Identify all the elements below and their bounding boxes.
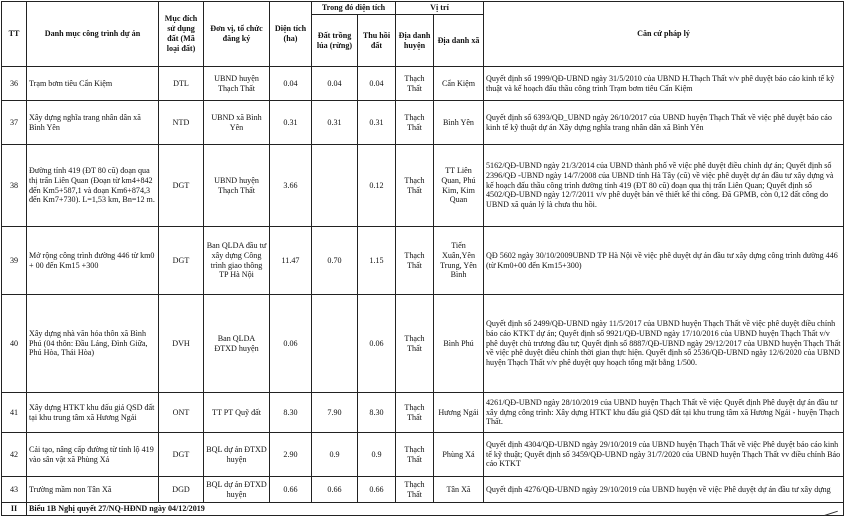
rice-land-value: 0.9 <box>312 433 358 477</box>
recovery-value: 0.31 <box>358 101 396 145</box>
legal-basis: Quyết định số 6393/QĐ_UBND ngày 26/10/2017 của UBND huyện Thạch Thất về việc phê duyệt báo cáo kinh tế kỹ thuật dự án Xây dựng nghĩa trang nhân dân xã Bình Yên <box>484 101 844 145</box>
project-name: Cải tạo, nâng cấp đường từ tỉnh lộ 419 vào sân vật xã Phùng Xá <box>27 433 159 477</box>
commune-name: Bình Yên <box>434 101 484 145</box>
registering-unit: Ban QLDA ĐTXD huyện <box>204 295 270 393</box>
header-legal-basis: Căn cứ pháp lý <box>484 2 844 67</box>
district-name: Thạch Thất <box>396 477 434 503</box>
rice-land-value: 0.70 <box>312 227 358 295</box>
district-name: Thạch Thất <box>396 393 434 433</box>
row-number: 41 <box>2 393 27 433</box>
area-value: 3.66 <box>270 145 312 227</box>
row-number: 37 <box>2 101 27 145</box>
area-value: 11.47 <box>270 227 312 295</box>
row-number: 38 <box>2 145 27 227</box>
land-code: DGT <box>159 227 204 295</box>
registering-unit: UBND huyện Thạch Thất <box>204 67 270 101</box>
commune-name: Cẩn Kiệm <box>434 67 484 101</box>
commune-name: Hương Ngải <box>434 393 484 433</box>
recovery-value: 0.04 <box>358 67 396 101</box>
header-land-use-purpose: Mục đích sử dụng đất (Mã loại đất) <box>159 2 204 67</box>
legal-basis: 5162/QĐ-UBND ngày 21/3/2014 của UBND thành phố về việc phê duyệt điều chỉnh dự án; Quyết định số 2396/QĐ -UBND ngày 14/7/2008 của UBND tỉnh Hà Tây (cũ) về việc phê duyệt dự án đầu tư xây dựng và kế hoạch đấu thầu công trình đường tỉnh 419 (ĐT 80 cũ) đoạn qua thị trấn Liên Quan; Quyết định số 4502/QĐ-UBND ngày 12/7/2011 v/v phê duyệt bản vẽ thiết kế thi công. Đã GPMB, còn 0,12 đất công do UBND xã quản lý là chưa thu hồi. <box>484 145 844 227</box>
section-row <box>2 503 844 516</box>
land-code: NTD <box>159 101 204 145</box>
header-registering-unit: Đơn vị, tổ chức đăng ký <box>204 2 270 67</box>
commune-name: Phùng Xá <box>434 433 484 477</box>
area-value: 0.04 <box>270 67 312 101</box>
project-name: Trường mầm non Tân Xã <box>27 477 159 503</box>
table-row <box>2 393 844 433</box>
district-name: Thạch Thất <box>396 433 434 477</box>
land-use-table-sheet <box>1 1 843 516</box>
registering-unit: BQL dự án ĐTXD huyện <box>204 433 270 477</box>
district-name: Thạch Thất <box>396 67 434 101</box>
commune-name: Bình Phú <box>434 295 484 393</box>
rice-land-value: 0.04 <box>312 67 358 101</box>
district-name: Thạch Thất <box>396 295 434 393</box>
table-row <box>2 101 844 145</box>
rice-land-value: 0.31 <box>312 101 358 145</box>
rice-land-value: 7.90 <box>312 393 358 433</box>
area-value: 0.06 <box>270 295 312 393</box>
land-code: DGD <box>159 477 204 503</box>
table-row <box>2 477 844 503</box>
rice-land-value <box>312 145 358 227</box>
land-code: DGT <box>159 433 204 477</box>
recovery-value: 0.06 <box>358 295 396 393</box>
registering-unit: TT PT Quỹ đất <box>204 393 270 433</box>
row-number: 36 <box>2 67 27 101</box>
project-name: Trạm bơm tiêu Cẩn Kiệm <box>27 67 159 101</box>
registering-unit: Ban QLDA đầu tư xây dựng Công trình giao thông TP Hà Nội <box>204 227 270 295</box>
row-number: 40 <box>2 295 27 393</box>
header-of-which-area: Trong đó diện tích <box>312 2 396 15</box>
legal-basis: Quyết định số 2499/QĐ-UBND ngày 11/5/2017 của UBND huyện Thạch Thất về việc phê duyệt điều chỉnh báo cáo KTKT dự án; Quyết định số 9921/QĐ-UBND ngày 17/10/2016 của UBND huyện Thạch Thất v/v phê duyệt chủ trương đầu tư; Quyết định số 8887/QĐ-UBND ngày 29/12/2017 của UBND huyện Thạch Thất về việc phê duyệt điều chỉnh thời gian thực hiện. Quyết định số 2536/QĐ-UBND ngày 12/6/2020 của UBND huyện Thạch Thất v/v phê duyệt quy hoạch tổng mặt bằng 1/500. <box>484 295 844 393</box>
recovery-value: 8.30 <box>358 393 396 433</box>
header-tt: TT <box>2 2 27 67</box>
header-district: Địa danh huyện <box>396 15 434 67</box>
recovery-value: 0.9 <box>358 433 396 477</box>
table-row <box>2 227 844 295</box>
commune-name: Tân Xã <box>434 477 484 503</box>
district-name: Thạch Thất <box>396 101 434 145</box>
commune-name: TT Liên Quan, Phú Kim, Kim Quan <box>434 145 484 227</box>
legal-basis: QĐ 5602 ngày 30/10/2009UBND TP Hà Nội về việc phê duyệt dự án đầu tư xây dựng công trình đường 446 (từ Km0+00 đến Km15+300) <box>484 227 844 295</box>
project-name: Xây dựng nhà văn hóa thôn xã Bình Phú (04 thôn: Đầu Láng, Đình Giữa, Phú Hòa, Thái Hòa) <box>27 295 159 393</box>
area-value: 8.30 <box>270 393 312 433</box>
land-code: DTL <box>159 67 204 101</box>
registering-unit: UBND huyện Thạch Thất <box>204 145 270 227</box>
rice-land-value <box>312 295 358 393</box>
header-area: Diện tích (ha) <box>270 2 312 67</box>
commune-name: Tiến Xuân,Yên Trung, Yên Bình <box>434 227 484 295</box>
recovery-value: 0.12 <box>358 145 396 227</box>
project-name: Xây dựng nghĩa trang nhân dân xã Bình Yên <box>27 101 159 145</box>
legal-basis: Quyết định số 1999/QĐ-UBND ngày 31/5/2010 của UBND H.Thạch Thất v/v phê duyệt báo cáo kinh tế kỹ thuật và kế hoạch đấu thầu công trình Trạm bơm tiêu Cẩn Kiệm <box>484 67 844 101</box>
district-name: Thạch Thất <box>396 227 434 295</box>
table-row <box>2 67 844 101</box>
land-code: ONT <box>159 393 204 433</box>
land-code: DGT <box>159 145 204 227</box>
project-table <box>1 1 844 516</box>
row-number: 42 <box>2 433 27 477</box>
legal-basis: Quyết định 4304/QĐ-UBND ngày 29/10/2019 của UBND huyện Thạch Thất về việc Phê duyệt báo cáo kinh tế kỹ thuật; Quyết định số 3459/QĐ-UBND ngày 31/7/2020 của UBND huyện Thạch Thất vv điều chỉnh Báo cáo KTKT <box>484 433 844 477</box>
land-code: DVH <box>159 295 204 393</box>
area-value: 0.31 <box>270 101 312 145</box>
project-name: Đường tỉnh 419 (ĐT 80 cũ) đoạn qua thị trấn Liên Quan (Đoạn từ km4+842 đến Km5+587,1 và đoạn Km6+874,3 đến Km7+730). L=1,53 km, Bn=12 m. <box>27 145 159 227</box>
header-commune: Địa danh xã <box>434 15 484 67</box>
recovery-value: 1.15 <box>358 227 396 295</box>
row-number: 43 <box>2 477 27 503</box>
registering-unit: UBND xã Bình Yên <box>204 101 270 145</box>
legal-basis: 4261/QĐ-UBND ngày 28/10/2019 của UBND huyện Thạch Thất về việc Quyết định Phê duyệt dự án đầu tư xây dựng công trình: Xây dựng HTKT khu đấu giá QSD đất tại khu trung tâm xã Hương Ngải - huyện Thạch Thất. <box>484 393 844 433</box>
area-value: 2.90 <box>270 433 312 477</box>
header-project-list: Danh mục công trình dự án <box>27 2 159 67</box>
project-name: Mở rộng công trình đường 446 từ km0 + 00 đến Km15 +300 <box>27 227 159 295</box>
header-land-recovery: Thu hồi đất <box>358 15 396 67</box>
row-number: 39 <box>2 227 27 295</box>
district-name: Thạch Thất <box>396 145 434 227</box>
table-row <box>2 433 844 477</box>
area-value: 0.66 <box>270 477 312 503</box>
section-title: Biểu 1B Nghị quyết 27/NQ-HĐND ngày 04/12/2019 <box>27 503 844 516</box>
section-number: II <box>2 503 27 516</box>
header-rice-land: Đất trồng lúa (rừng) <box>312 15 358 67</box>
recovery-value: 0.66 <box>358 477 396 503</box>
project-name: Xây dựng HTKT khu đấu giá QSD đất tại khu trung tâm xã Hương Ngải <box>27 393 159 433</box>
header-location: Vị trí <box>396 2 484 15</box>
registering-unit: BQL dự án ĐTXD huyện <box>204 477 270 503</box>
legal-basis: Quyết định 4276/QĐ-UBND ngày 29/10/2019 của UBND huyện về việc Phê duyệt dự án đầu tư xây dựng <box>484 477 844 503</box>
table-row <box>2 295 844 393</box>
table-row <box>2 145 844 227</box>
rice-land-value: 0.66 <box>312 477 358 503</box>
